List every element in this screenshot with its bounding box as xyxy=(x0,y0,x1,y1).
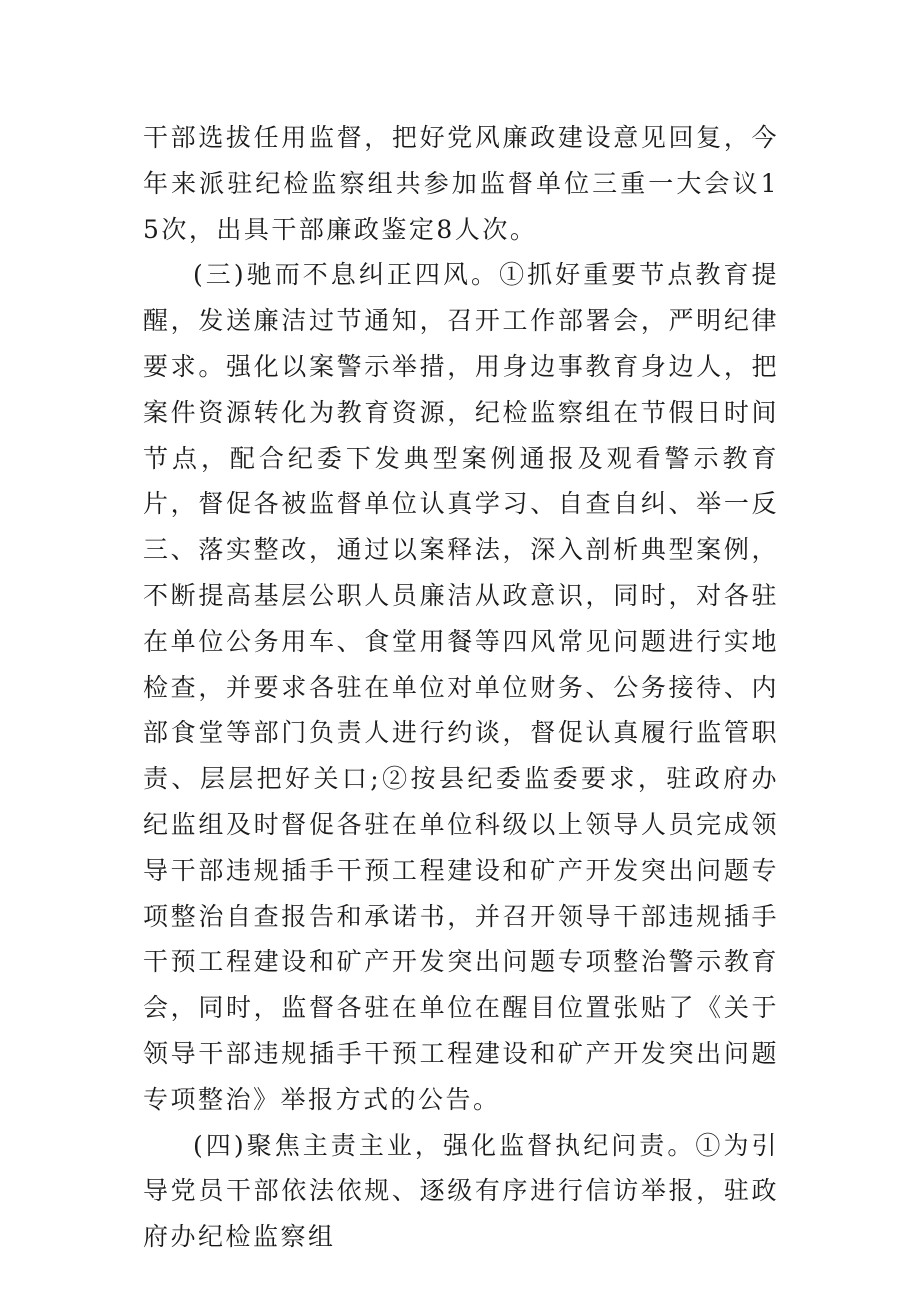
paragraph-correct-four-winds: (三)驰而不息纠正四风。①抓好重要节点教育提醒，发送廉洁过节通知，召开工作部署会，严明纪律要求。强化以案警示举措，用身边事教育身边人，把案件资源转化为教育资源，纪检监察组在节假日时间节点，配合纪委下发典型案例通报及观看警示教育片，督促各被监督单位认真学习、自查自纠、举一反三、落实整改，通过以案释法，深入剖析典型案例，不断提高基层公职人员廉洁从政意识，同时，对各驻在单位公务用车、食堂用餐等四风常见问题进行实地检查，并要求各驻在单位对单位财务、公务接待、内部食堂等部门负责人进行约谈，督促认真履行监管职责、层层把好关口;②按县纪委监委要求，驻政府办纪监组及时督促各驻在单位科级以上领导人员完成领导干部违规插手干预工程建设和矿产开发突出问题专项整治自查报告和承诺书，并召开领导干部违规插手干预工程建设和矿产开发突出问题专项整治警示教育会，同时，监督各驻在单位在醒目位置张贴了《关于领导干部违规插手干预工程建设和矿产开发突出问题专项整治》举报方式的公告。 xyxy=(143,260,779,1114)
document-body xyxy=(143,115,779,1260)
paragraph-cadre-supervision: 干部选拔任用监督，把好党风廉政建设意见回复，今年来派驻纪检监察组共参加监督单位三重一大会议15次，出具干部廉政鉴定8人次。 xyxy=(143,123,779,244)
paragraph-focus-main-duty: (四)聚焦主责主业，强化监督执纪问责。①为引导党员干部依法依规、逐级有序进行信访举报，驻政府办纪检监察组 xyxy=(143,1130,779,1252)
